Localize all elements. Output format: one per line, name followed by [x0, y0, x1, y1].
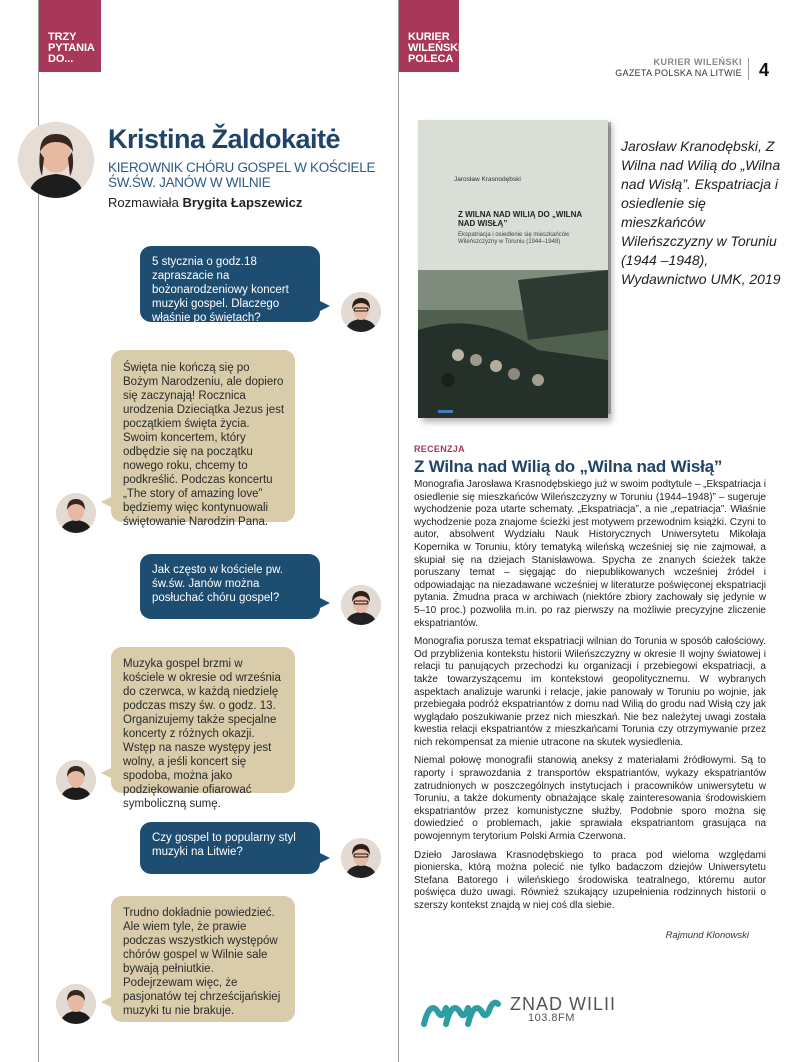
section-tag-three-questions	[39, 0, 101, 72]
interviewer-name: Brygita Łapszewicz	[182, 195, 303, 210]
review-paragraph: Niemal połowę monografii stanowią aneksy z materiałami źródłowymi. Są to raporty i sprawozdania z transportów ekspatriantów, wykazy ekspatriantów zatrudnionych w poszczególnych instytucjach i pracowników uniwersytetu w Toruniu, a także dokumenty obnażające skalę zainteresowania środowiskiem ekspatriantów przez komunistyczne służby. Podobnie sporo można się dowiedzieć o problemach, jakie sprawiała ekspatriantom grasująca na powojennym terytorium Polski Armia Czerwona.	[414, 755, 766, 843]
interviewer-prefix: Rozmawiała	[108, 195, 179, 210]
answer-text: Trudno dokładnie powiedzieć. Ale wiem tyle, że prawie podczas wszystkich występów chórów gospel w Wilnie sale bywają pełniutkie. Podejrzewam więc, że pasjonatów tej chrześcijańskiej muzyki tu nie brakuje.	[123, 907, 281, 1017]
book-cover-author: Jarosław Krasnodębski	[454, 176, 521, 183]
book-caption: Jarosław Kranodębski, Z Wilna nad Wilią do „Wilna nad Wisłą”. Ekspatriacja i osiedlenie się mieszkańców Wileńszczyzny w Toruniu (1944 –1948), Wydawnictwo UMK, 2019	[621, 138, 781, 287]
review-signature: Rajmund Klonowski	[665, 930, 749, 941]
interviewer-avatar	[341, 292, 381, 332]
radio-name: ZNAD WILII	[510, 994, 617, 1014]
answer-bubble	[111, 896, 295, 1022]
interviewer-avatar	[341, 585, 381, 625]
review-paragraph: Monografia Jarosława Krasnodębskiego już w swoim podtytule – „Ekspatriacja i osiedlenie się mieszkańców Wileńszczyzny w Toruniu (1944–1948)” – sugeruje wychodzenie poza utarte schematy. „Ekspatriacja”, a nie „repatriacja”. Właśnie wychodzenie poza znajome ścieżki jest motywem przewodnim książki. Czyni to autor, absolwent Wydziału Nauk Historycznych Uniwersytetu Mikołaja Kopernika w Toruniu, który tematyką wileńską wcześniej się nie zajmował, a skupiał się na dziejach Stanisławowa. Spycha ze znanych ścieżek także poruszany temat – sięgając do niepublikowanych wcześniej źródeł i odpowiadając na niezadawane wcześniej w literaturze poświęconej ekspatriacji pytania. Żmudna praca w archiwach (niektóre zbiory zachowały się jedynie w 5–10 proc.) pozwoliła m.in. po raz pierwszy na możliwie precyzyjne zliczenie ekspatriantów.	[414, 479, 766, 629]
tag-line: DO...	[48, 53, 74, 65]
masthead-divider	[748, 58, 749, 80]
page-number: 4	[759, 60, 770, 80]
review-body	[414, 479, 766, 919]
radio-frequency: 103.8FM	[528, 1012, 575, 1024]
interviewer-avatar	[341, 838, 381, 878]
interviewee-portrait	[18, 122, 94, 198]
masthead-subtitle: GAZETA POLSKA NA LITWIE	[615, 68, 742, 78]
answer-bubble	[111, 350, 295, 528]
interviewer-credit	[108, 195, 302, 210]
interviewee-avatar	[56, 493, 96, 533]
book-cover-top	[418, 120, 608, 270]
section-tag-recommends	[399, 0, 459, 72]
interviewee-avatar	[56, 760, 96, 800]
review-paragraph: Monografia porusza temat ekspatriacji wilnian do Torunia w sposób całościowy. Od przybliżenia kontekstu historii Wileńszczyzny w okresie II wojny światowej i relacji tu panujących przechodzi ku organizacji i przebiegowi ekspatriacji, a także towarzyszącemu im kontekstowi geopolitycznemu. W wybranych aspektach analizuje warunki i relacje, jakie panowały w Toruniu po wojnie, jak przebiegała podróż ekspatriantów z domu nad Wilią do grodu nad Wisłą czy jak wyglądało poszukiwanie przez nich mieszkań. Nie bez należytej uwagi została kwestia relacji ekspatriantów z mieszkańcami Torunia czy otrzymywanie przez nich rekompensat za mienie utracone na skutek wysiedlenia.	[414, 636, 766, 748]
review-paragraph: Dzieło Jarosława Krasnodębskiego to praca pod wieloma względami pionierska, którą można polecić nie tylko badaczom dziejów Uniwersytetu Stefana Batorego i wileńskiego środowiska teatralnego, któremu autor poświęca dużo uwagi. Również szukający uzupełnienia rodzinnych historii o szerszy kontekst znajdą w niej coś dla siebie.	[414, 849, 766, 911]
book-cover-photo	[418, 270, 608, 418]
radio-logo-icon	[420, 994, 502, 1028]
tag-line: WILEŃSKI	[408, 42, 461, 54]
review-label: RECENZJA	[414, 444, 465, 454]
question-bubble	[140, 554, 320, 619]
tag-line: TRZY	[48, 31, 77, 43]
book-cover-title: Z WILNA NAD WILIĄ DO „WILNA NAD WISŁĄ”	[458, 210, 582, 228]
interviewee-avatar	[56, 984, 96, 1024]
book-cover-subtitle: Ekspatriacja i osiedlenie się mieszkańców Wileńszczyzny w Toruniu (1944–1948)	[458, 232, 570, 245]
tag-line: PYTANIA	[48, 42, 95, 54]
question-text: Czy gospel to popularny styl muzyki na Litwie?	[152, 832, 296, 858]
book-cover	[418, 120, 608, 418]
answer-text: Święta nie kończą się po Bożym Narodzeniu, ale dopiero się zaczynają! Rocznica urodzenia Dzieciątka Jezus jest początkiem święta życia. Swoim koncertem, który odbędzie się na początku nowego roku, chcemy to podkreślić. Podczas koncertu „The story of amazing love” będziemy więc kontynuowali świętowanie Narodzin Pana.	[123, 362, 285, 528]
interviewee-role: KIEROWNIK CHÓRU GOSPEL W KOŚCIELE ŚW.ŚW. JANÓW W WILNIE	[108, 160, 376, 190]
question-text: 5 stycznia o godz.18 zapraszacie na bożonarodzeniowy koncert muzyki gospel. Dlaczego właśnie po świętach?	[152, 256, 289, 324]
answer-bubble	[111, 647, 295, 810]
tag-line: POLECA	[408, 53, 454, 65]
masthead-title: KURIER WILEŃSKI	[653, 57, 742, 67]
masthead	[615, 57, 742, 79]
answer-text: Muzyka gospel brzmi w kościele w okresie od września do czerwca, w każdą niedzielę podczas mszy św. o godz. 13. Organizujemy także specjalne koncerty z różnych okazji. Wstęp na nasze występy jest wolny, a jeśli koncert się spodoba, można jako podziękowanie ofiarować symboliczną sumę.	[123, 658, 281, 810]
interviewee-name: Kristina Žaldokaitė	[108, 124, 341, 154]
question-bubble	[140, 246, 320, 322]
tag-line: KURIER	[408, 31, 450, 43]
question-text: Jak często w kościele pw. św.św. Janów można posłuchać chóru gospel?	[152, 564, 284, 604]
review-title: Z Wilna nad Wilią do „Wilna nad Wisłą”	[414, 457, 723, 476]
radio-logo	[420, 994, 616, 1028]
column-divider	[398, 0, 399, 1062]
question-bubble	[140, 822, 320, 874]
